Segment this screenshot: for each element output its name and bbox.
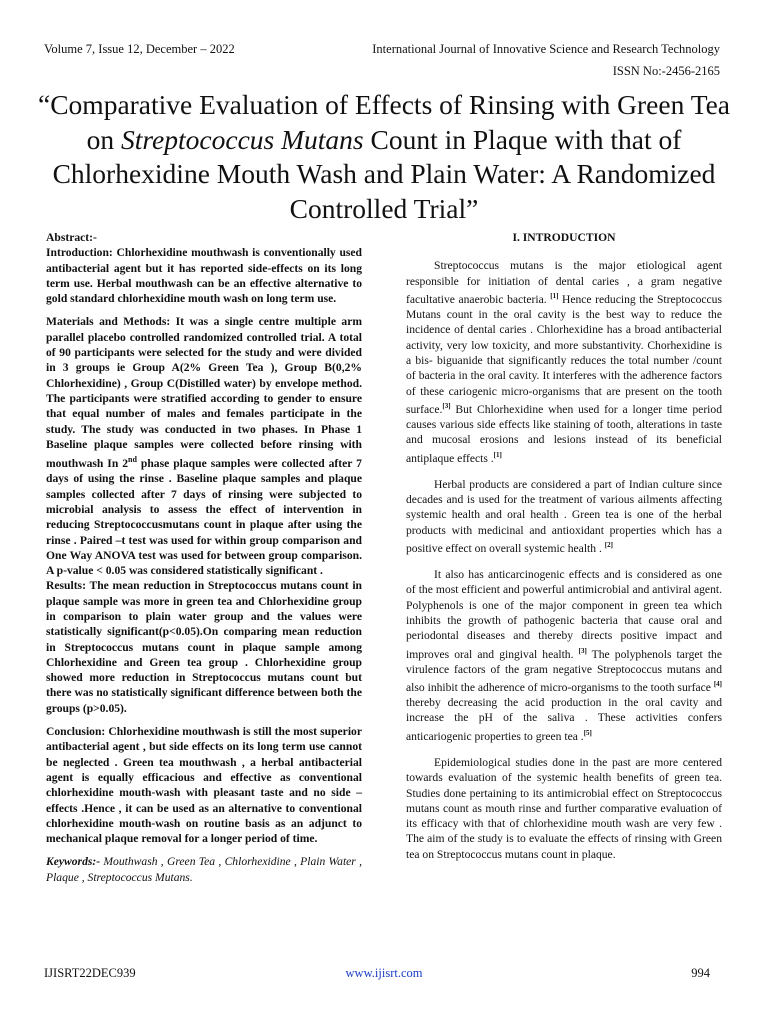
citation-ref: [3] xyxy=(578,646,587,655)
p2-text-a: Herbal products are considered a part of Indian culture since decades and is used for the treatment of various ailments affecting systemic health and oral health . Green tea is one of the herbal products with medicinal and antioxidant properties which has a positive effect on overall systemic health . xyxy=(406,477,722,555)
p1-text-a: Streptococcus mutans is the major etiological agent responsible for initiation of dental caries , a gram negative facultative anaerobic bacteria. xyxy=(406,259,722,306)
header-issn: ISSN No:-2456-2165 xyxy=(612,64,720,78)
title-italic: Streptococcus Mutans xyxy=(120,123,364,155)
header-journal: International Journal of Innovative Science and Research Technology xyxy=(372,42,720,56)
abstract-introduction: Introduction: Chlorhexidine mouthwash is conventionally used antibacterial agent but it has reported side-effects on its long term use. Herbal mouthwash can be an effective alternative to gold standard chlorhexidine mouth wash on long term use. xyxy=(46,246,362,306)
intro-paragraph-3 xyxy=(406,567,722,744)
intro-paragraph-2 xyxy=(406,477,722,556)
intro-paragraph-4: Epidemiological studies done in the past are more centered towards evaluation of the systemic health benefits of green tea. Studies done pertaining to its antimicrobial effect on Streptococcus mutans count as mouth rinse and further comparative evaluation of its efficacy with that of chlorhexidine mouth wash are very few . The aim of the study is to evaluate the effects of rinsing with Green tea on Streptococcus mutans count in plaque. xyxy=(406,755,722,861)
methods-text-b: phase plaque samples were collected after 7 days of using the rinse . Baseline plaque samples and plaque samples collected after 7 days of rinsing were subjected to microbial analysis to assess the effect of intervention in reducing Streptococcusmutans count in plaque after using the rinse . Paired –t test was used for within group comparison and One Way ANOVA test was used for between group comparison. A p-value < 0.05 was considered statistically significant . xyxy=(46,457,362,578)
methods-superscript: nd xyxy=(128,455,137,465)
abstract-keywords xyxy=(46,854,362,885)
section-heading-introduction: I. INTRODUCTION xyxy=(512,231,616,244)
p1-text-c: But Chlorhexidine when used for a longer time period causes various side effects like staining of tooth, alterations in taste and mucosal erosions and lesions instead of its beneficial antiplaque effects . xyxy=(406,402,722,465)
citation-ref: [1] xyxy=(493,450,502,459)
p3-text-b: The polyphenols target the virulence factors of the gram negative Streptococcus mutans and also inhibit the adherence of micro-organisms to the tooth surface xyxy=(406,647,722,694)
title-part2: Count in Plaque with that of Chlorhexidine Mouth Wash and Plain Water: A Randomized Controlled Trial” xyxy=(52,123,716,224)
intro-paragraph-1 xyxy=(406,258,722,465)
citation-ref: [1] xyxy=(550,291,559,300)
paper-title xyxy=(30,88,738,226)
abstract-methods xyxy=(46,314,362,578)
citation-ref: [2] xyxy=(604,540,613,549)
citation-ref: [3] xyxy=(442,401,451,410)
keywords-text: Mouthwash , Green Tea , Chlorhexidine , Plain Water , Plaque , Streptococcus Mutans. xyxy=(46,855,362,884)
header-volume: Volume 7, Issue 12, December – 2022 xyxy=(44,42,235,56)
methods-text-a: Materials and Methods: It was a single centre multiple arm parallel placebo controlled randomized controlled trial. A total of 90 participants were selected for the study and were divided in 3 groups ie Group A(2% Green Tea ), Group B(0,2% Chlorhexidine) , Group C(Distilled water) by envelope method. The participants were stratified according to gender to ensure that equal number of males and females participate in the study. The study was conducted in two phases. In Phase 1 Baseline plaque samples were collected before rinsing with mouthwash In 2 xyxy=(46,315,362,471)
introduction-column xyxy=(406,230,722,873)
abstract-conclusion: Conclusion: Chlorhexidine mouthwash is still the most superior antibacterial agent , but side effects on its long term use cannot be neglected . Green tea mouthwash , a herbal antibacterial agent is equally efficacious and effective as conventional chlorhexidine mouth-wash with pleasant taste and no side –effects .Hence , it can be used as an alternative to conventional chlorhexidine mouth-wash on routine basis as an adjunct to mechanical plaque removal for a longer period of time. xyxy=(46,725,362,846)
footer-url-link[interactable]: www.ijisrt.com xyxy=(345,966,423,980)
abstract-column xyxy=(46,230,362,893)
title-part1: “Comparative Evaluation of Effects of Rinsing with Green Tea on xyxy=(38,89,730,155)
citation-ref: [5] xyxy=(583,728,592,737)
abstract-heading: Abstract:- xyxy=(46,231,97,244)
p3-text-c: thereby decreasing the acid production in the oral cavity and increase the pH of the saliva . These activities confers anticariogenic properties to green tea . xyxy=(406,696,722,743)
citation-ref: [4] xyxy=(713,680,722,689)
p3-text-a: It also has anticarcinogenic effects and is considered as one of the most efficient and powerful antimicrobial and antiviral agent. Polyphenols is one of the major component in green tea which inhibits the growth of pathogenic bacteria that cause oral and periodontal diseases and thereby directs positive impact and improves oral and gingival health. xyxy=(406,568,722,661)
keywords-label: Keywords:- xyxy=(46,855,101,869)
footer-paper-code: IJISRT22DEC939 xyxy=(44,966,136,980)
footer-page-number: 994 xyxy=(691,966,710,980)
p1-text-b: Hence reducing the Streptococcus Mutans count in the oral cavity is the best way to reduce the incidence of dental caries . Chlorhexidine has a broad antibacterial activity, very low toxicity, and more substantivity. Chorhexidine is a bis- biguanide that significantly reduces the total number /count of bacteria in the oral cavity. It interferes with the adherence factors of these cariogenic micro-organisms that are present on the tooth surface. xyxy=(406,292,722,416)
abstract-results: Results: The mean reduction in Streptococcus mutans count in plaque sample was more in green tea and Chlorhexidine group in comparison to plain water group and the values were statistically significant(p<0.05).On comparing mean reduction in Streptococcus mutans count in plaque sample among Chlorhexidine and Green tea group . Chlorhexidine group showed more reduction in Streptococcus mutans count but there was no statistically significant difference between both the groups (p>0.05). xyxy=(46,579,362,715)
